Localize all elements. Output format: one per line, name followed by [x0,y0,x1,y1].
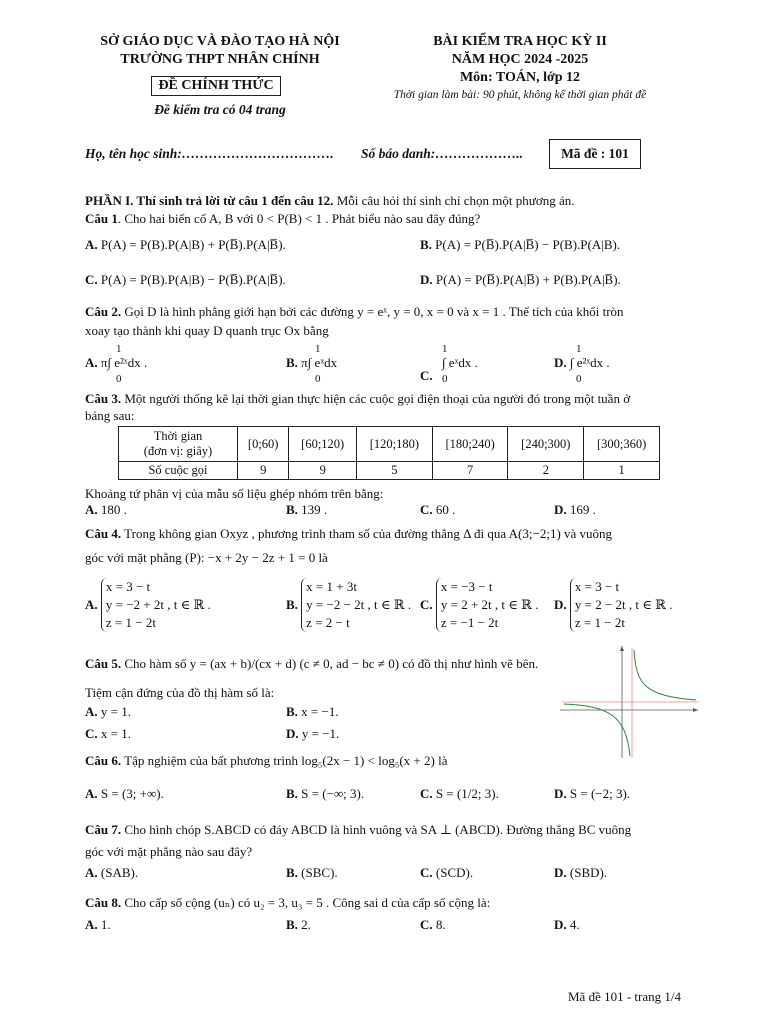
table-cell: 2 [508,462,584,480]
question-7 [85,821,631,839]
q3-option-b[interactable] [286,502,327,518]
option-text: y = 1. [100,704,131,719]
exam-code: Mã đề : 101 [549,139,641,169]
y-axis-arrow [620,646,624,651]
x-axis-arrow [693,708,698,712]
option-text: ∫ e²ˣdx . [569,355,610,370]
q2c-upper-limit: 1 [442,343,448,355]
q2-text-1: Gọi D là hình phẳng giới hạn bởi các đường y = eˣ, y = 0, x = 0 và x = 1 . Thể tích của khối tròn [121,304,624,319]
option-letter: C. [420,917,433,932]
option-text: π∫ eˣdx [301,355,338,370]
table-row [119,427,660,462]
option-text: (SAB). [100,865,139,880]
option-letter: C. [420,786,433,801]
q5-text-1: Cho hàm số y = (ax + b)/(cx + d) (c ≠ 0, ad − bc ≠ 0) có đồ thị như hình vẽ bên. [121,656,539,671]
hyperbola-graph [560,644,700,760]
q6-option-a[interactable] [85,786,164,802]
option-text: 169 . [569,502,596,517]
q4-text-1: Trong không gian Oxyz , phương trình tham số của đường thẳng Δ đi qua A(3;−2;1) và vuông [121,526,613,541]
option-letter: B. [286,355,298,370]
option-letter: B. [286,917,298,932]
q8-label: Câu 8. [85,895,122,910]
q3-text-1: Một người thống kê lại thời gian thực hiện các cuộc gọi điện thoại của người đó trong một tuần ở [121,391,631,406]
header-line-1: Thời gian [153,429,203,443]
option-text: 180 . [100,502,127,517]
q2a-upper-limit: 1 [116,343,122,355]
option-text: (SBD). [569,865,608,880]
option-letter: C. [420,597,433,612]
q8-option-b[interactable] [286,917,311,933]
option-text: 1. [100,917,111,932]
option-letter: A. [85,355,98,370]
page-footer: Mã đề 101 - trang 1/4 [568,989,682,1004]
option-letter: A. [85,917,98,932]
header-line-2: (đơn vị: giây) [143,444,213,458]
option-letter: C. [85,726,98,741]
option-letter: A. [85,502,98,517]
option-text: x = 1. [100,726,131,741]
q4-option-c[interactable] [420,578,538,632]
equation-system [101,578,211,632]
option-letter: C. [85,272,98,287]
part1-instruction: Mỗi câu hỏi thí sinh chỉ chọn một phương án. [333,193,575,208]
option-letter: A. [85,704,98,719]
q7-option-d[interactable] [554,865,607,881]
q7-text-1: Cho hình chóp S.ABCD có đáy ABCD là hình vuông và SA ⊥ (ABCD). Đường thẳng BC vuông [121,822,632,837]
left-branch [564,704,630,756]
q3-option-c[interactable] [420,502,455,518]
option-text: 2. [301,917,311,932]
part1-title: PHẦN I. Thí sinh trả lời từ câu 1 đến câu 12. [85,193,334,208]
option-text: S = (1/2; 3). [435,786,499,801]
call-time-table [118,426,660,480]
q2-label: Câu 2. [85,304,122,319]
q5-option-d[interactable] [286,726,339,742]
option-letter: C. [420,502,433,517]
eq-line: z = −1 − 2t [440,615,499,630]
equation-system [570,578,673,632]
q8-option-c[interactable] [420,917,446,933]
option-text: S = (−2; 3). [569,786,631,801]
option-letter: B. [286,502,298,517]
q5-option-c[interactable] [85,726,131,742]
option-text: 8. [435,917,446,932]
question-5 [85,655,538,673]
student-id-field: Số báo danh:……………….. [361,146,524,161]
option-letter: D. [554,355,567,370]
pages-note: Đề kiểm tra có 04 trang [154,102,286,117]
q1-option-a[interactable] [85,237,286,253]
option-text: P(A) = P(B̅).P(A|B̅) − P(B).P(A|B). [435,237,621,252]
q1-option-c[interactable] [85,272,286,288]
q7-label: Câu 7. [85,822,122,837]
q2-option-a[interactable] [85,355,147,371]
option-letter: B. [286,865,298,880]
option-letter: C. [420,865,433,880]
option-letter: C. [420,368,433,383]
eq-line: y = 2 + 2t , t ∈ ℝ . [440,597,539,612]
q2a-lower-limit: 0 [116,373,122,385]
question-8 [85,894,490,912]
q2d-upper-limit: 1 [576,343,582,355]
question-2 [85,303,624,321]
option-letter: D. [554,502,567,517]
q4-label: Câu 4. [85,526,122,541]
q6-label: Câu 6. [85,753,122,768]
q3-option-a[interactable] [85,502,127,518]
table-cell: [120;180) [357,427,433,462]
table-cell: 1 [584,462,660,480]
table-cell: 9 [238,462,289,480]
option-letter: A. [85,865,98,880]
q4-text-2: góc với mặt phẳng (P): −x + 2y − 2z + 1 = 0 là [85,550,328,565]
q2-text-2: xoay tạo thành khi quay D quanh trục Ox bằng [85,323,329,338]
q5-label: Câu 5. [85,656,122,671]
time-note: Thời gian làm bài: 90 phút, không kể thời gian phát đề [393,89,647,101]
option-text: P(A) = P(B).P(A|B) + P(B̅).P(A|B̅). [100,237,286,252]
q7-option-a[interactable] [85,865,138,881]
q7-text-2: góc với mặt phẳng nào sau đây? [85,844,253,859]
eq-line: y = −2 − 2t , t ∈ ℝ . [306,597,412,612]
table-cell: [0;60) [238,427,289,462]
q6-option-c[interactable] [420,786,499,802]
q4-option-a[interactable] [85,578,211,632]
q2b-lower-limit: 0 [315,373,321,385]
question-3 [85,390,630,408]
eq-line: x = 1 + 3t [306,579,357,594]
option-letter: D. [554,786,567,801]
table-cell: [240;300) [508,427,584,462]
table-cell: 7 [432,462,508,480]
question-4 [85,525,612,543]
q6-text: Tập nghiệm của bất phương trình log₅(2x − 1) < log₅(x + 2) là [121,753,448,768]
option-text: 60 . [435,502,456,517]
question-1 [85,210,480,228]
option-letter: D. [420,272,433,287]
eq-line: x = 3 − t [574,579,620,594]
option-text: 4. [569,917,580,932]
q8-option-a[interactable] [85,917,111,933]
option-letter: A. [85,597,98,612]
q6-option-d[interactable] [554,786,630,802]
q8-option-d[interactable] [554,917,580,933]
exam-title: BÀI KIỂM TRA HỌC KỲ II [433,34,607,49]
option-text: P(A) = P(B̅).P(A|B̅) + P(B).P(A|B̅). [435,272,621,287]
eq-line: x = 3 − t [105,579,151,594]
eq-line: x = −3 − t [440,579,493,594]
eq-line: y = 2 − 2t , t ∈ ℝ . [574,597,673,612]
student-name-field: Họ, tên học sinh:……………………………. [85,146,334,161]
q2d-lower-limit: 0 [576,373,582,385]
table-cell: [60;120) [289,427,357,462]
option-text: S = (3; +∞). [100,786,164,801]
option-letter: B. [286,786,298,801]
option-letter: D. [286,726,299,741]
q4-option-b[interactable] [286,578,411,632]
option-text: x = −1. [301,704,339,719]
q2-option-c[interactable] [420,368,433,384]
department-name: SỞ GIÁO DỤC VÀ ĐÀO TẠO HÀ NỘI [100,34,340,49]
school-year: NĂM HỌC 2024 -2025 [451,52,589,67]
equation-system [301,578,411,632]
option-text: π∫ e²ˣdx . [100,355,148,370]
q2-option-b[interactable] [286,355,337,371]
q7-option-b[interactable] [286,865,338,881]
part1-heading [85,192,574,210]
q3-label: Câu 3. [85,391,122,406]
option-text: P(A) = P(B).P(A|B) − P(B̅).P(A|B̅). [100,272,286,287]
q5-option-a[interactable] [85,704,131,720]
subject: Môn: TOÁN, lớp 12 [459,70,581,85]
table-header-cell [119,427,238,462]
q2c-lower-limit: 0 [442,373,448,385]
equation-system [436,578,539,632]
option-text: 139 . [301,502,328,517]
table-row [119,462,660,480]
q3-text-2: bảng sau: [85,408,135,423]
official-badge: ĐỀ CHÍNH THỨC [151,76,281,96]
q5-option-b[interactable] [286,704,339,720]
q1-option-b[interactable] [420,237,620,253]
option-letter: D. [554,597,567,612]
school-name: TRƯỜNG THPT NHÂN CHÍNH [120,52,320,67]
table-cell: [180;240) [432,427,508,462]
table-row-label: Số cuộc gọi [119,462,238,480]
q2-option-d[interactable] [554,355,610,371]
option-text: (SCD). [435,865,474,880]
option-text: (SBC). [301,865,338,880]
option-letter: D. [554,865,567,880]
option-text: y = −1. [301,726,340,741]
right-branch [634,650,696,700]
option-letter: B. [286,704,298,719]
eq-line: z = 2 − t [306,615,350,630]
q2-option-c-text: ∫ eˣdx . [442,355,478,370]
option-letter: B. [286,597,298,612]
q3-option-d[interactable] [554,502,596,518]
q2b-upper-limit: 1 [315,343,321,355]
table-cell: 5 [357,462,433,480]
q1-label: Câu 1 [85,211,118,226]
table-cell: 9 [289,462,357,480]
q1-text: . Cho hai biến cố A, B với 0 < P(B) < 1 . Phát biểu nào sau đây đúng? [117,211,481,226]
q7-option-c[interactable] [420,865,473,881]
q4-option-d[interactable] [554,578,672,632]
q8-text: Cho cấp số cộng (uₙ) có u₂ = 3, u₃ = 5 . Công sai d của cấp số cộng là: [121,895,491,910]
table-cell: [300;360) [584,427,660,462]
question-6 [85,752,447,770]
option-letter: A. [85,237,98,252]
option-letter: B. [420,237,432,252]
option-text: S = (−∞; 3). [301,786,365,801]
eq-line: z = 1 − 2t [574,615,625,630]
q3-question: Khoảng tứ phân vị của mẫu số liệu ghép nhóm trên bằng: [85,486,384,501]
option-letter: D. [554,917,567,932]
eq-line: y = −2 + 2t , t ∈ ℝ . [105,597,211,612]
option-letter: A. [85,786,98,801]
q6-option-b[interactable] [286,786,364,802]
eq-line: z = 1 − 2t [105,615,156,630]
q5-text-2: Tiệm cận đứng của đồ thị hàm số là: [85,685,275,700]
q1-option-d[interactable] [420,272,621,288]
